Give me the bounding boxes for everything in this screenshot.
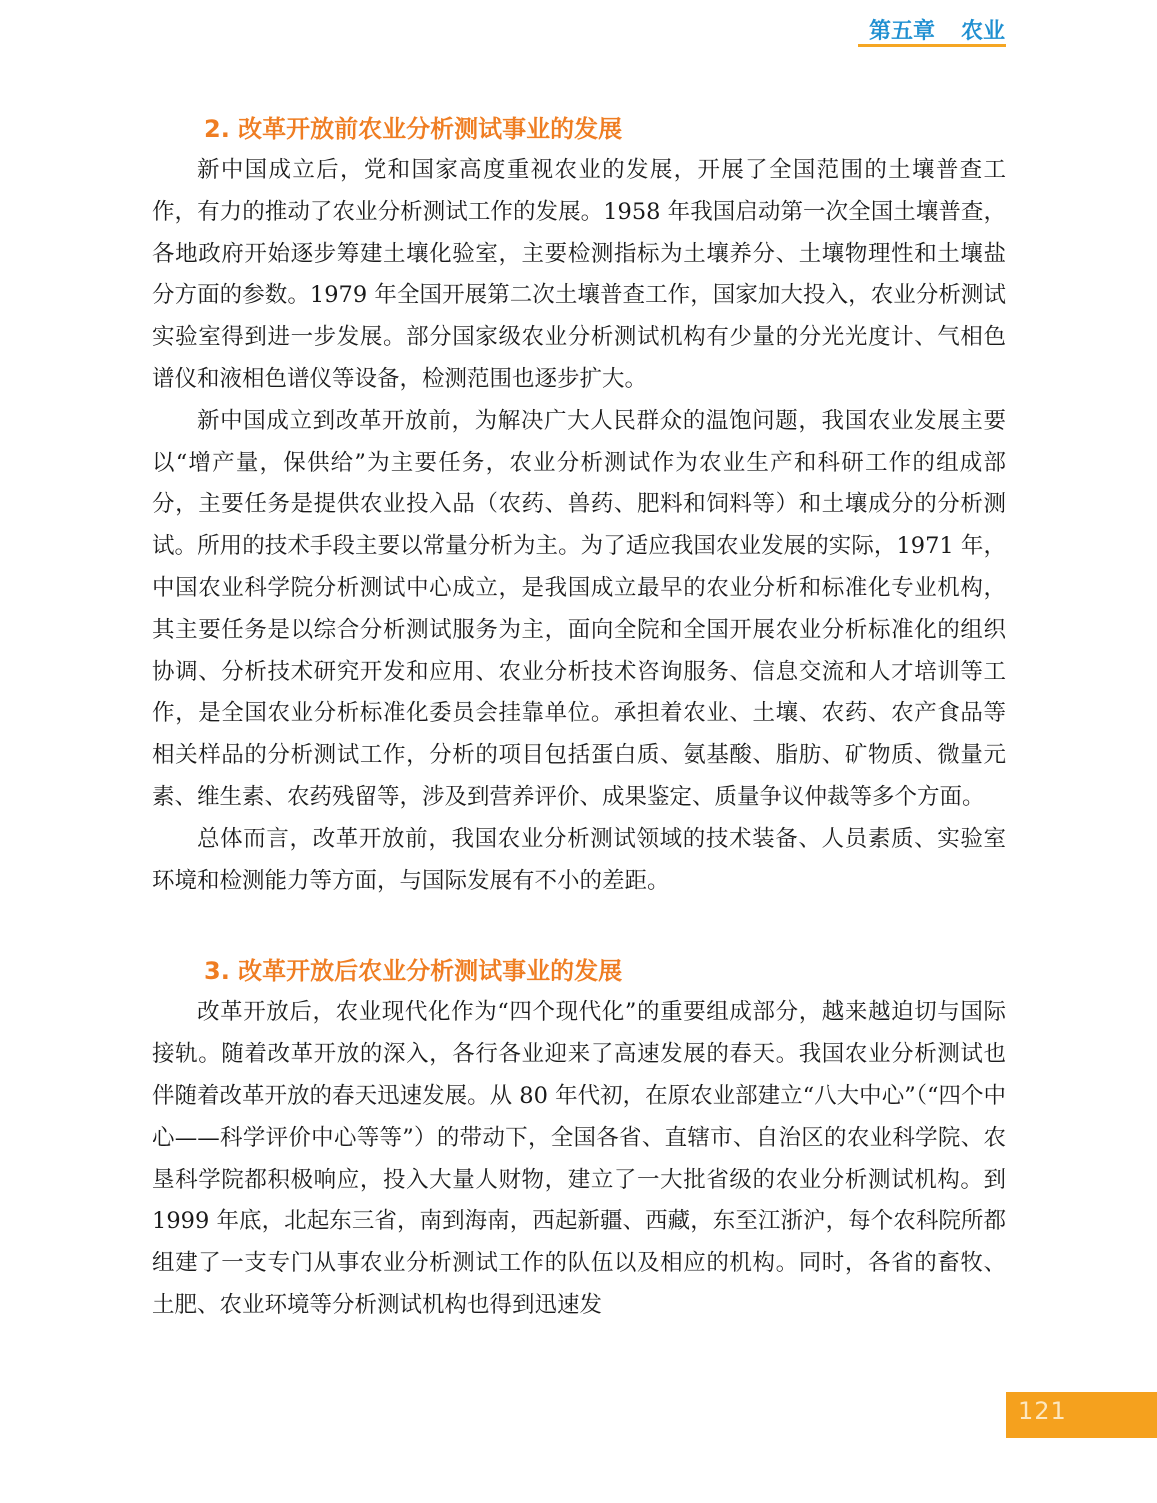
- section-2-paragraph-3: 总体而言，改革开放前，我国农业分析测试领域的技术装备、人员素质、实验室环境和检测能力等方面，与国际发展有不小的差距。: [152, 825, 1006, 894]
- section-2-title: 2. 改革开放前农业分析测试事业的发展: [204, 115, 623, 143]
- page-number: 121: [1018, 1397, 1067, 1425]
- section-3-title: 3. 改革开放后农业分析测试事业的发展: [204, 957, 623, 986]
- running-header: [869, 14, 1005, 45]
- section-2-paragraph-1: 新中国成立后，党和国家高度重视农业的发展，开展了全国范围的土壤普查工作，有力的推动了农业分析测试工作的发展。1958 年我国启动第一次全国土壤普查，各地政府开始逐步筹建土壤化验室，主要检测指标为土壤养分、土壤物理性和土壤盐分方面的参数。1979 年全国开展第二次土壤普查工作，国家加大投入，农业分析测试实验室得到进一步发展。部分国家级农业分析测试机构有少量的分光光度计、气相色谱仪和液相色谱仪等设备，检测范围也逐步扩大。: [152, 157, 1006, 392]
- section-3-paragraph-1: 改革开放后，农业现代化作为“四个现代化”的重要组成部分，越来越迫切与国际接轨。随着改革开放的深入，各行各业迎来了高速发展的春天。我国农业分析测试也伴随着改革开放的春天迅速发展。从 80 年代初，在原农业部建立“八大中心”（“四个中心——科学评价中心等等”）的带动下，全国各省、直辖市、自治区的农业科学院、农垦科学院都积极响应，投入大量人财物，建立了一大批省级的农业分析测试机构。到 1999 年底，北起东三省，南到海南，西起新疆、西藏，东至江浙沪，每个农科院所都组建了一支专门从事农业分析测试工作的队伍以及相应的机构。同时，各省的畜牧、土肥、农业环境等分析测试机构也得到迅速发: [152, 999, 1006, 1318]
- section-spacer: [152, 902, 1006, 950]
- header-underline: [858, 44, 1006, 47]
- chapter-title: 农业: [960, 19, 1005, 44]
- page-content: [152, 108, 1006, 1327]
- section-2-paragraph-2: 新中国成立到改革开放前，为解决广大人民群众的温饱问题，我国农业发展主要以“增产量，保供给”为主要任务，农业分析测试作为农业生产和科研工作的组成部分，主要任务是提供农业投入品（农药、兽药、肥料和饲料等）和土壤成分的分析测试。所用的技术手段主要以常量分析为主。为了适应我国农业发展的实际，1971 年，中国农业科学院分析测试中心成立，是我国成立最早的农业分析和标准化专业机构，其主要任务是以综合分析测试服务为主，面向全院和全国开展农业分析标准化的组织协调、分析技术研究开发和应用、农业分析技术咨询服务、信息交流和人才培训等工作，是全国农业分析标准化委员会挂靠单位。承担着农业、土壤、农药、农产食品等相关样品的分析测试工作，分析的项目包括蛋白质、氨基酸、脂肪、矿物质、微量元素、维生素、农药残留等，涉及到营养评价、成果鉴定、质量争议仲裁等多个方面。: [152, 407, 1006, 810]
- page-number-tab: [1006, 1392, 1157, 1438]
- chapter-label: 第五章: [868, 19, 935, 44]
